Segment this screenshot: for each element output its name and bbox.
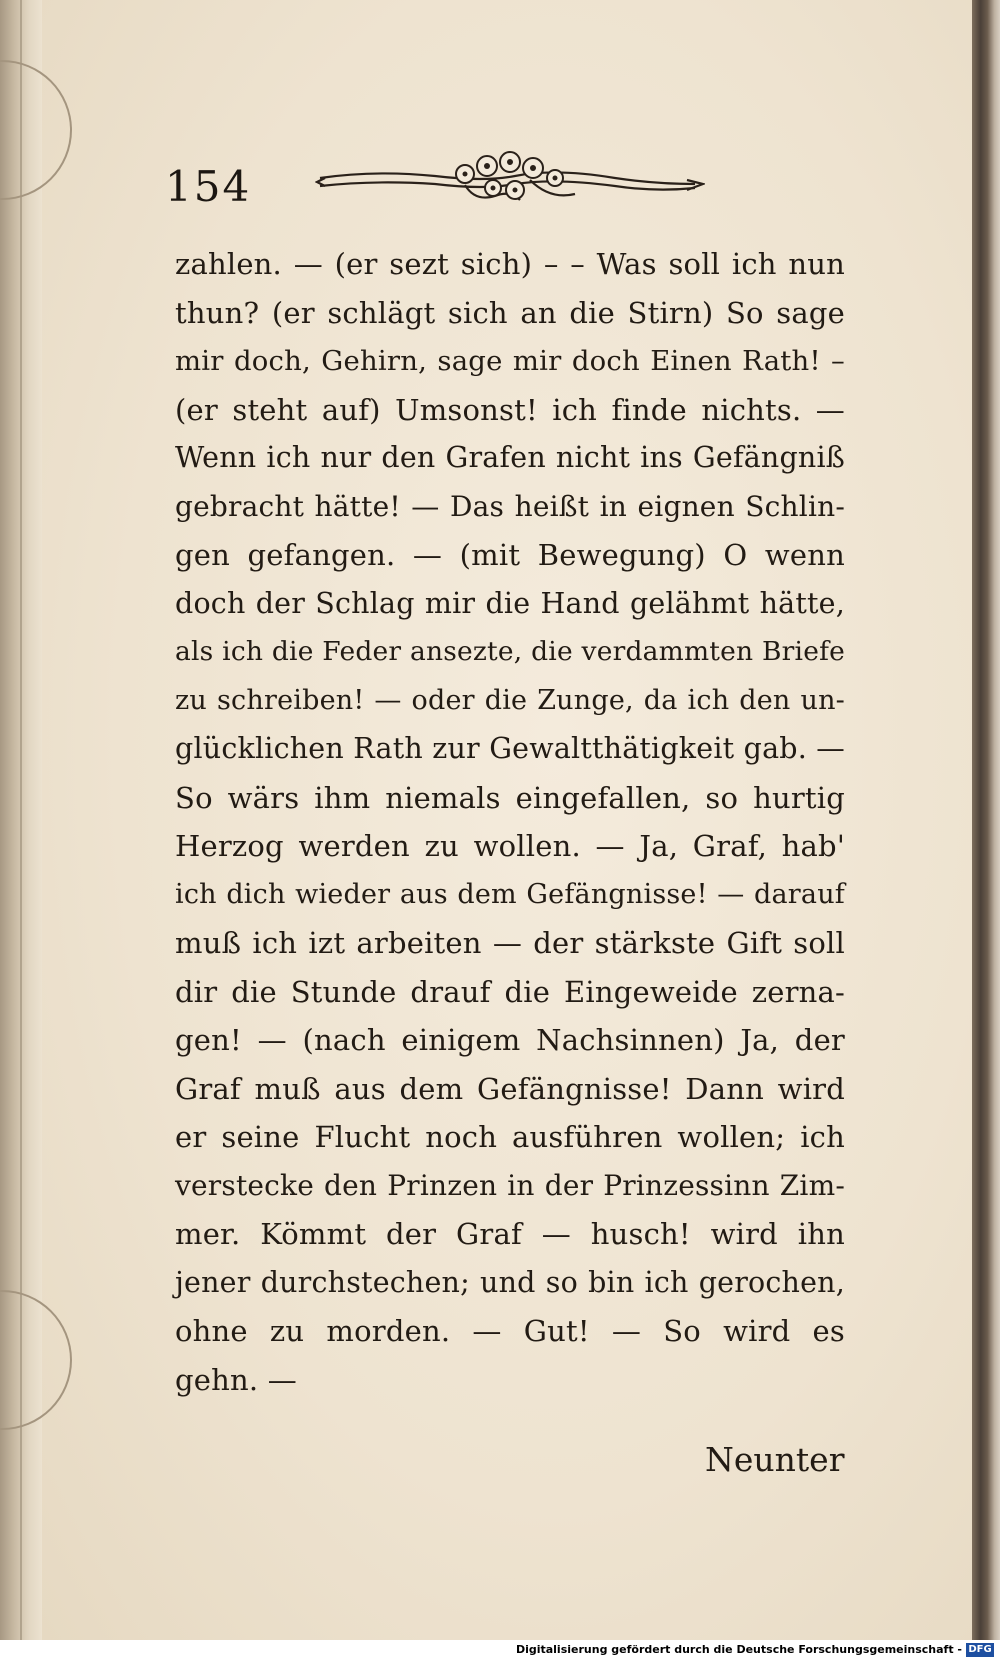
book-edge bbox=[972, 0, 1000, 1640]
catchword: Neunter bbox=[705, 1440, 845, 1479]
text-line: jener durchstechen; und so bin ich gerochen, bbox=[175, 1265, 845, 1299]
text-line: verstecke den Prinzen in der Prinzessinn Zim- bbox=[175, 1168, 845, 1202]
text-line: als ich die Feder ansezte, die verdammten Briefe bbox=[175, 636, 845, 667]
text-line: Wenn ich nur den Grafen nicht ins Gefängniß bbox=[175, 441, 845, 474]
footer-credit: Digitalisierung gefördert durch die Deutsche Forschungsgemeinschaft - bbox=[515, 1643, 962, 1656]
text-line: gebracht hätte! — Das heißt in eignen Schlin- bbox=[175, 489, 845, 523]
text-line: (er steht auf) Umsonst! ich finde nichts. — bbox=[175, 392, 845, 427]
text-line: er seine Flucht noch ausführen wollen; ich bbox=[175, 1120, 845, 1154]
text-line: Herzog werden zu wollen. — Ja, Graf, hab' bbox=[175, 829, 845, 863]
text-line: gehn. — bbox=[175, 1362, 297, 1397]
text-line: zahlen. — (er sezt sich) – – Was soll ich nun bbox=[175, 247, 845, 281]
page-number: 154 bbox=[165, 162, 252, 211]
text-line: glücklichen Rath zur Gewaltthätigkeit gab. — bbox=[175, 732, 845, 765]
digitization-footer bbox=[0, 1640, 1000, 1661]
floral-ornament-icon bbox=[315, 150, 705, 215]
text-line: gen! — (nach einigem Nachsinnen) Ja, der bbox=[175, 1023, 845, 1057]
text-line: So wärs ihm niemals eingefallen, so hurtig bbox=[175, 780, 845, 815]
text-line: gen gefangen. — (mit Bewegung) O wenn bbox=[175, 538, 845, 572]
dfg-logo: DFG bbox=[966, 1643, 994, 1657]
text-line: zu schreiben! — oder die Zunge, da ich den un- bbox=[175, 684, 845, 716]
text-line: doch der Schlag mir die Hand gelähmt hätte, bbox=[175, 586, 845, 620]
text-line: ohne zu morden. — Gut! — So wird es bbox=[175, 1314, 845, 1348]
text-line: mir doch, Gehirn, sage mir doch Einen Rath! – bbox=[175, 345, 845, 377]
text-line: mer. Kömmt der Graf — husch! wird ihn bbox=[175, 1217, 845, 1251]
body-text bbox=[175, 240, 845, 1404]
text-line: thun? (er schlägt sich an die Stirn) So sage bbox=[175, 295, 845, 330]
text-line: ich dich wieder aus dem Gefängnisse! — darauf bbox=[175, 878, 845, 910]
text-line: Graf muß aus dem Gefängnisse! Dann wird bbox=[175, 1071, 845, 1106]
text-line: muß ich izt arbeiten — der stärkste Gift soll bbox=[175, 926, 845, 960]
text-line: dir die Stunde drauf die Eingeweide zerna- bbox=[175, 974, 845, 1009]
